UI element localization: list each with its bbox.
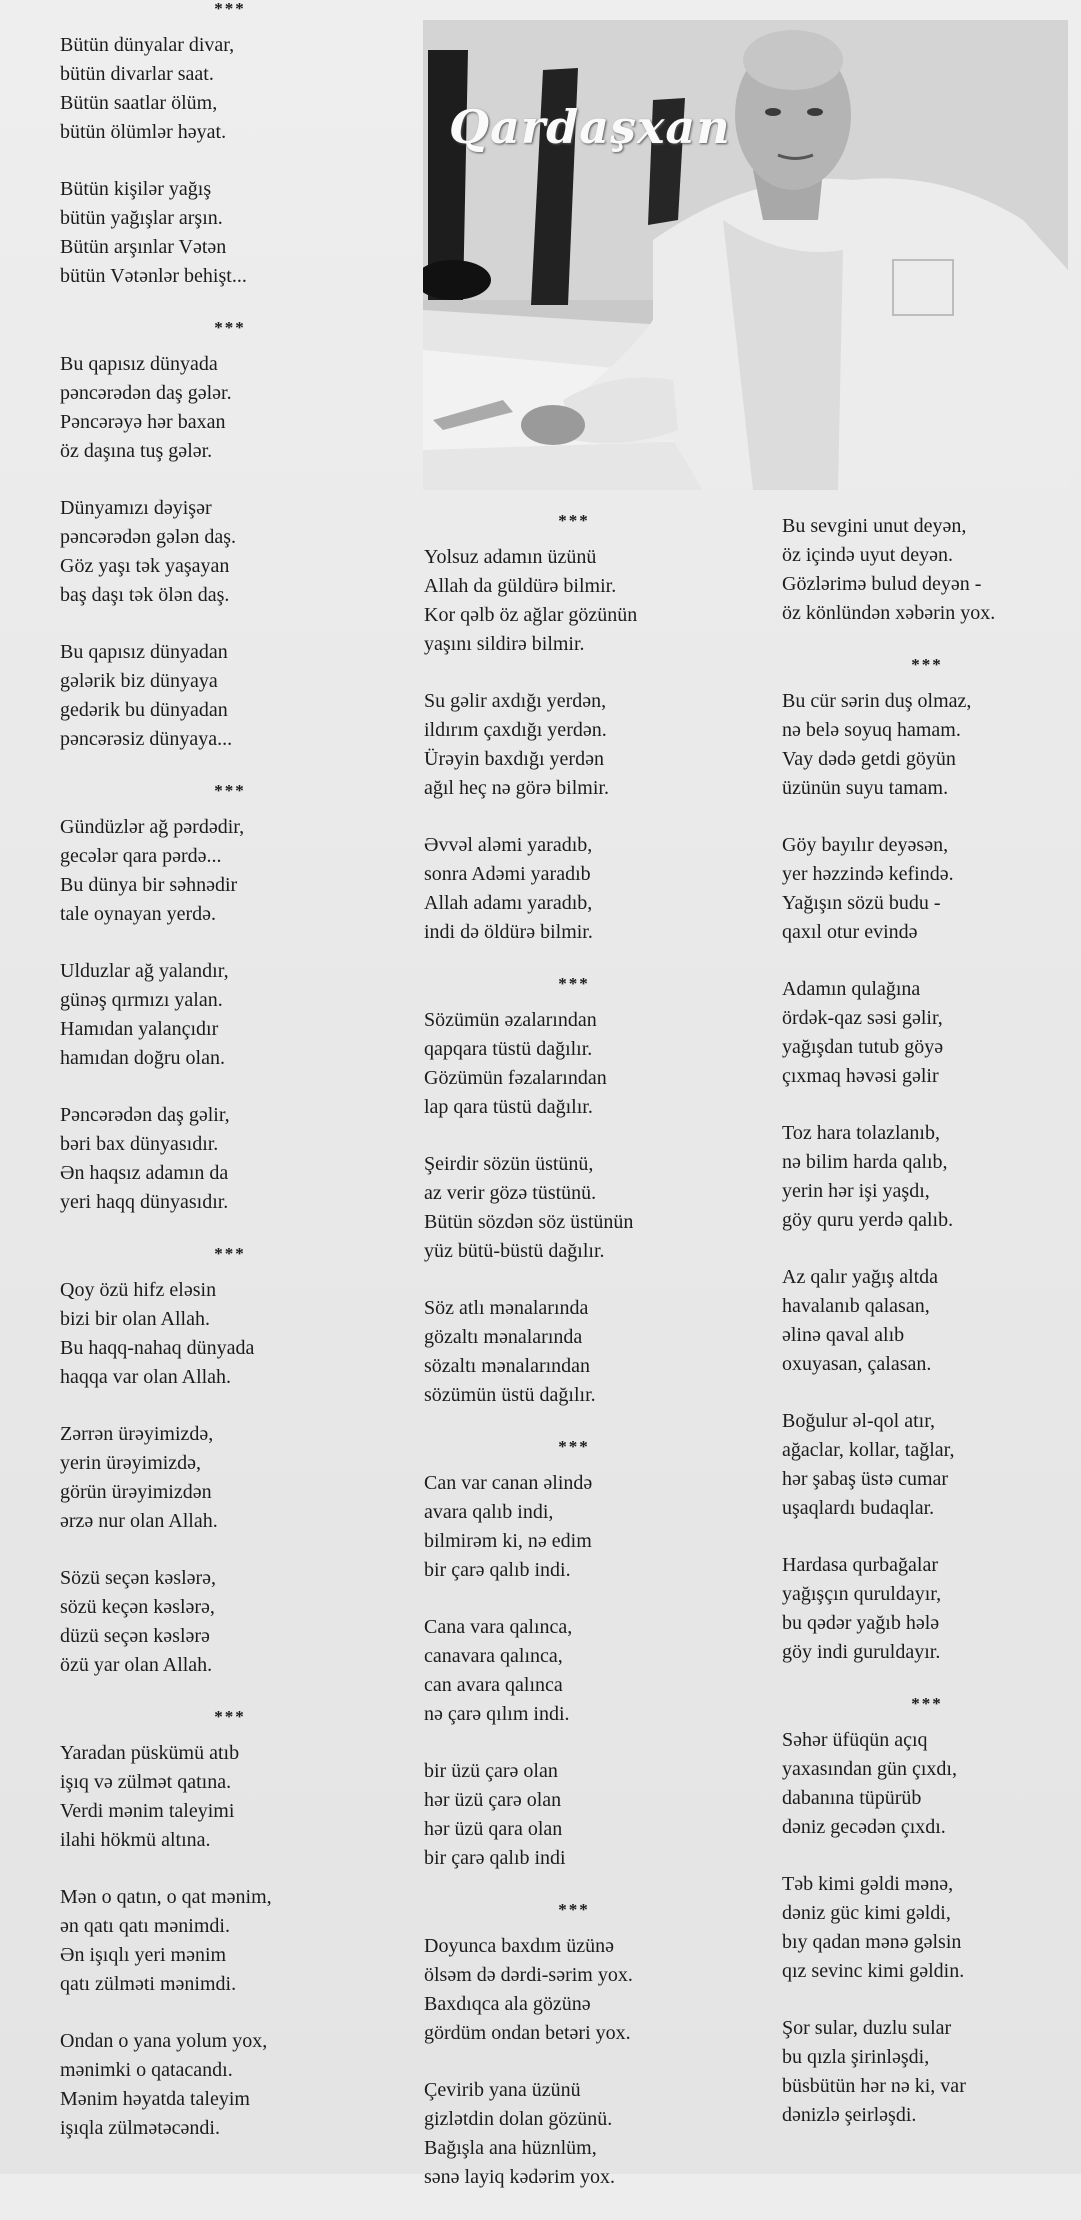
poem-stanza bbox=[782, 2014, 1072, 2130]
poem-stanza bbox=[782, 1119, 1072, 1235]
poem-stanza bbox=[60, 1276, 400, 1392]
poem-stanza bbox=[782, 512, 1072, 628]
poem-line: öz içində uyut deyən. bbox=[782, 544, 954, 566]
poem-line: göy quru yerdə qalıb. bbox=[782, 1209, 954, 1231]
poem-line: hamıdan doğru olan. bbox=[60, 1047, 225, 1069]
author-name-title: Qardaşxan bbox=[449, 100, 731, 154]
poem-line: yerin ürəyimizdə, bbox=[60, 1452, 202, 1474]
poem-line: işıq və zülmət qatına. bbox=[60, 1771, 232, 1793]
poem-stanza bbox=[424, 687, 724, 803]
poem-line: ağaclar, kollar, tağlar, bbox=[782, 1439, 955, 1461]
poem-line: havalanıb qalasan, bbox=[782, 1295, 930, 1317]
poem-line: bütün yağışlar arşın. bbox=[60, 207, 223, 229]
poem-line: yüz bütü-büstü dağılır. bbox=[424, 1240, 605, 1262]
poem-line: bir çarə qalıb indi bbox=[424, 1847, 566, 1869]
poem-line: Şor sular, duzlu sular bbox=[782, 2017, 952, 2039]
poem-line: yeri haqq dünyasıdır. bbox=[60, 1191, 229, 1213]
poem-line: hər üzü çarə olan bbox=[424, 1789, 562, 1811]
poem-line: yaxasından gün çıxdı, bbox=[782, 1758, 957, 1780]
poem-line: Səhər üfüqün açıq bbox=[782, 1729, 928, 1751]
poem-line: hər üzü qara olan bbox=[424, 1818, 563, 1840]
poem-stanza bbox=[424, 1150, 724, 1266]
poem-line: dəniz güc kimi gəldi, bbox=[782, 1902, 951, 1924]
poem-line: gələrik biz dünyaya bbox=[60, 670, 218, 692]
poem-stanza bbox=[782, 975, 1072, 1091]
poem-line: dəniz gecədən çıxdı. bbox=[782, 1816, 946, 1838]
poem-line: üzünün suyu tamam. bbox=[782, 777, 949, 799]
section-divider-stars: *** bbox=[558, 974, 590, 993]
poem-line: gözaltı mənalarında bbox=[424, 1326, 583, 1348]
section-divider-stars: *** bbox=[558, 1437, 590, 1456]
poem-line: Bütün dünyalar divar, bbox=[60, 34, 235, 56]
poem-stanza bbox=[60, 813, 400, 929]
poem-line: Bu dünya bir səhnədir bbox=[60, 874, 238, 896]
poem-line: düzü seçən kəslərə bbox=[60, 1625, 210, 1647]
poem-stanza bbox=[782, 1870, 1072, 1986]
poem-stanza bbox=[424, 1613, 724, 1729]
poem-line: gizlətdin dolan gözünü. bbox=[424, 2108, 613, 2130]
poem-line: canavara qalınca, bbox=[424, 1645, 563, 1667]
poem-line: Allah da güldürə bilmir. bbox=[424, 575, 617, 597]
poem-line: Boğulur əl-qol atır, bbox=[782, 1410, 936, 1432]
poem-line: nə çarə qılım indi. bbox=[424, 1703, 570, 1725]
poem-line: Adamın qulağına bbox=[782, 978, 921, 1000]
poem-line: avara qalıb indi, bbox=[424, 1501, 554, 1523]
poem-line: Bütün sözdən söz üstünün bbox=[424, 1211, 634, 1233]
poem-line: pəncərəsiz dünyaya... bbox=[60, 728, 233, 750]
poem-line: öz daşına tuş gələr. bbox=[60, 440, 213, 462]
poem-line: Çevirib yana üzünü bbox=[424, 2079, 581, 2101]
poem-stanza bbox=[60, 638, 400, 754]
poem-stanza bbox=[424, 1932, 724, 2048]
poem-line: bütün divarlar saat. bbox=[60, 63, 214, 85]
section-divider-stars: *** bbox=[214, 0, 246, 18]
poem-line: Bu qapısız dünyadan bbox=[60, 641, 228, 663]
poem-line: Yağışın sözü budu - bbox=[782, 892, 941, 914]
poem-stanza bbox=[424, 1006, 724, 1122]
poem-stanza bbox=[424, 1757, 724, 1873]
poem-line: Mənim həyatda taleyim bbox=[60, 2088, 250, 2110]
poem-line: Dünyamızı dəyişər bbox=[60, 497, 212, 519]
poem-line: bıy qadan mənə gəlsin bbox=[782, 1931, 962, 1953]
poem-line: Bütün saatlar ölüm, bbox=[60, 92, 218, 114]
poem-line: Allah adamı yaradıb, bbox=[424, 892, 593, 914]
poem-line: Söz atlı mənalarında bbox=[424, 1297, 589, 1319]
poem-line: Gündüzlər ağ pərdədir, bbox=[60, 816, 245, 838]
poem-line: Ulduzlar ağ yalandır, bbox=[60, 960, 229, 982]
section-divider-stars: *** bbox=[214, 318, 246, 337]
poem-line: Yaradan püskümü atıb bbox=[60, 1742, 240, 1764]
poem-line: Bütün kişilər yağış bbox=[60, 178, 212, 200]
poem-line: uşaqlardı budaqlar. bbox=[782, 1497, 935, 1519]
poem-line: dabanına tüpürüb bbox=[782, 1787, 922, 1809]
section-divider-stars: *** bbox=[558, 511, 590, 530]
poem-line: işıqla zülmətəcəndi. bbox=[60, 2117, 220, 2139]
poem-line: bilmirəm ki, nə edim bbox=[424, 1530, 592, 1552]
poem-line: sözü keçən kəslərə, bbox=[60, 1596, 215, 1618]
poem-line: yaşını sildirə bilmir. bbox=[424, 633, 585, 655]
poem-line: qız sevinc kimi gəldin. bbox=[782, 1960, 965, 1982]
poem-line: pəncərədən gələn daş. bbox=[60, 526, 237, 548]
poem-line: Sözümün əzalarından bbox=[424, 1009, 597, 1031]
poem-line: Təb kimi gəldi mənə, bbox=[782, 1873, 954, 1895]
poem-line: ərzə nur olan Allah. bbox=[60, 1510, 218, 1532]
poem-stanza bbox=[60, 494, 400, 610]
poem-line: gedərik bu dünyadan bbox=[60, 699, 228, 721]
poem-stanza bbox=[60, 1739, 400, 1855]
poem-line: gördüm ondan betəri yox. bbox=[424, 2022, 631, 2044]
poem-line: bütün ölümlər həyat. bbox=[60, 121, 227, 143]
section-divider-stars: *** bbox=[214, 1707, 246, 1726]
section-divider-stars: *** bbox=[214, 1244, 246, 1263]
poem-line: bir çarə qalıb indi. bbox=[424, 1559, 571, 1581]
poem-line: yağışçın quruldayır, bbox=[782, 1583, 942, 1605]
poem-stanza bbox=[782, 687, 1072, 803]
poem-line: Qoy özü hifz eləsin bbox=[60, 1279, 217, 1301]
poem-line: əlinə qaval alıb bbox=[782, 1324, 905, 1346]
poem-line: az verir gözə tüstünü. bbox=[424, 1182, 597, 1204]
poem-stanza bbox=[782, 1263, 1072, 1379]
poem-stanza bbox=[60, 957, 400, 1073]
poem-line: Ürəyin baxdığı yerdən bbox=[424, 748, 604, 770]
poem-stanza bbox=[424, 2076, 724, 2192]
section-divider-stars: *** bbox=[911, 1694, 943, 1713]
poem-line: Ən haqsız adamın da bbox=[60, 1162, 229, 1184]
poem-line: sözaltı mənalarından bbox=[424, 1355, 591, 1377]
poem-column-1 bbox=[60, 0, 400, 2171]
poem-line: Bağışla ana hüznlüm, bbox=[424, 2137, 597, 2159]
poem-stanza bbox=[60, 1883, 400, 1999]
poem-line: bəri bax dünyasıdır. bbox=[60, 1133, 219, 1155]
poem-line: gecələr qara pərdə... bbox=[60, 845, 222, 867]
poem-line: Sözü seçən kəslərə, bbox=[60, 1567, 217, 1589]
poem-line: Bu qapısız dünyada bbox=[60, 353, 218, 375]
poem-line: indi də öldürə bilmir. bbox=[424, 921, 593, 943]
author-photo-illustration bbox=[423, 20, 1068, 490]
poem-stanza bbox=[60, 31, 400, 147]
poem-line: Bütün arşınlar Vətən bbox=[60, 236, 227, 258]
poem-line: Pəncərədən daş gəlir, bbox=[60, 1104, 230, 1126]
poem-line: Bu cür sərin duş olmaz, bbox=[782, 690, 972, 712]
poem-line: Pəncərəyə hər baxan bbox=[60, 411, 226, 433]
poem-line: Vay dədə getdi göyün bbox=[782, 748, 956, 770]
poem-line: Az qalır yağış altda bbox=[782, 1266, 939, 1288]
poem-line: bütün Vətənlər behişt... bbox=[60, 265, 247, 287]
poem-line: Gözlərimə bulud deyən - bbox=[782, 573, 982, 595]
poem-line: lap qara tüstü dağılır. bbox=[424, 1096, 593, 1118]
poem-stanza bbox=[60, 350, 400, 466]
poem-line: baş daşı tək ölən daş. bbox=[60, 584, 230, 606]
poem-stanza bbox=[782, 1726, 1072, 1842]
poem-line: Zərrən ürəyimizdə, bbox=[60, 1423, 214, 1445]
poem-line: qatı zülməti mənimdi. bbox=[60, 1973, 237, 1995]
poem-line: nə belə soyuq hamam. bbox=[782, 719, 961, 741]
section-divider-stars: *** bbox=[214, 781, 246, 800]
poem-line: Göz yaşı tək yaşayan bbox=[60, 555, 230, 577]
poem-line: günəş qırmızı yalan. bbox=[60, 989, 223, 1011]
poem-line: oxuyasan, çalasan. bbox=[782, 1353, 932, 1375]
poem-line: Verdi mənim taleyimi bbox=[60, 1800, 235, 1822]
poem-line: Hamıdan yalançıdır bbox=[60, 1018, 219, 1040]
poem-column-2 bbox=[424, 512, 724, 2220]
poem-line: bizi bir olan Allah. bbox=[60, 1308, 210, 1330]
poem-line: mənimki o qatacandı. bbox=[60, 2059, 233, 2081]
poem-line: görün ürəyimizdən bbox=[60, 1481, 212, 1503]
poem-line: Kor qəlb öz ağlar gözünün bbox=[424, 604, 638, 626]
poem-line: qaxıl otur evində bbox=[782, 921, 918, 943]
poem-stanza bbox=[424, 1469, 724, 1585]
poem-line: yağışdan tutub göyə bbox=[782, 1036, 944, 1058]
poem-line: çıxmaq həvəsi gəlir bbox=[782, 1065, 939, 1087]
poem-line: Hardasa qurbağalar bbox=[782, 1554, 939, 1576]
poem-line: Bu sevgini unut deyən, bbox=[782, 515, 967, 537]
poem-line: ildırım çaxdığı yerdən. bbox=[424, 719, 607, 741]
poem-line: Doyunca baxdım üzünə bbox=[424, 1935, 614, 1957]
poem-line: ən qatı qatı mənimdi. bbox=[60, 1915, 230, 1937]
poem-line: öz könlündən xəbərin yox. bbox=[782, 602, 996, 624]
poem-line: Şeirdir sözün üstünü, bbox=[424, 1153, 594, 1175]
poem-stanza bbox=[60, 1564, 400, 1680]
poem-stanza bbox=[60, 1420, 400, 1536]
poem-stanza bbox=[424, 831, 724, 947]
poem-stanza bbox=[782, 1551, 1072, 1667]
poem-stanza bbox=[60, 175, 400, 291]
poem-stanza bbox=[60, 2027, 400, 2143]
poem-line: Gözümün fəzalarından bbox=[424, 1067, 607, 1089]
poem-line: qapqara tüstü dağılır. bbox=[424, 1038, 593, 1060]
poem-line: ördək-qaz səsi gəlir, bbox=[782, 1007, 943, 1029]
poem-line: Toz hara tolazlanıb, bbox=[782, 1122, 940, 1144]
poem-line: Baxdıqca ala gözünə bbox=[424, 1993, 591, 2015]
poem-line: sonra Adəmi yaradıb bbox=[424, 863, 591, 885]
poem-line: ölsəm də dərdi-sərim yox. bbox=[424, 1964, 633, 1986]
poem-line: dənizlə şeirləşdi. bbox=[782, 2104, 917, 2126]
poem-stanza bbox=[424, 543, 724, 659]
poem-line: bir üzü çarə olan bbox=[424, 1760, 558, 1782]
poem-line: yerin hər işi yaşdı, bbox=[782, 1180, 930, 1202]
poem-line: can avara qalınca bbox=[424, 1674, 563, 1696]
poem-stanza bbox=[60, 1101, 400, 1217]
poem-line: Bu haqq-nahaq dünyada bbox=[60, 1337, 255, 1359]
poem-line: Yolsuz adamın üzünü bbox=[424, 546, 597, 568]
poem-line: hər şabaş üstə cumar bbox=[782, 1468, 949, 1490]
poem-line: Cana vara qalınca, bbox=[424, 1616, 573, 1638]
poem-line: Ondan o yana yolum yox, bbox=[60, 2030, 268, 2052]
poem-line: Can var canan əlində bbox=[424, 1472, 593, 1494]
poem-line: Əvvəl aləmi yaradıb, bbox=[424, 834, 593, 856]
section-divider-stars: *** bbox=[558, 1900, 590, 1919]
author-photo bbox=[423, 20, 1068, 490]
poem-line: sözümün üstü dağılır. bbox=[424, 1384, 596, 1406]
poem-line: ilahi hökmü altına. bbox=[60, 1829, 211, 1851]
poem-line: yer həzzində kefində. bbox=[782, 863, 954, 885]
poem-line: bu qızla şirinləşdi, bbox=[782, 2046, 930, 2068]
poem-line: sənə layiq kədərim yox. bbox=[424, 2166, 616, 2188]
section-divider-stars: *** bbox=[911, 655, 943, 674]
poem-line: nə bilim harda qalıb, bbox=[782, 1151, 948, 1173]
poem-line: bu qədər yağıb hələ bbox=[782, 1612, 940, 1634]
poem-line: göy indi guruldayır. bbox=[782, 1641, 941, 1663]
poem-column-3 bbox=[782, 512, 1072, 2158]
poem-line: tale oynayan yerdə. bbox=[60, 903, 217, 925]
poem-line: Göy bayılır deyəsən, bbox=[782, 834, 949, 856]
poem-stanza bbox=[424, 1294, 724, 1410]
poem-line: pəncərədən daş gələr. bbox=[60, 382, 232, 404]
poem-line: özü yar olan Allah. bbox=[60, 1654, 213, 1676]
poem-line: haqqa var olan Allah. bbox=[60, 1366, 232, 1388]
poem-line: Mən o qatın, o qat mənim, bbox=[60, 1886, 272, 1908]
poem-stanza bbox=[782, 831, 1072, 947]
poem-line: ağıl heç nə görə bilmir. bbox=[424, 777, 609, 799]
poem-line: büsbütün hər nə ki, var bbox=[782, 2075, 966, 2097]
poem-stanza bbox=[782, 1407, 1072, 1523]
poem-line: Ən işıqlı yeri mənim bbox=[60, 1944, 227, 1966]
poem-line: Su gəlir axdığı yerdən, bbox=[424, 690, 607, 712]
